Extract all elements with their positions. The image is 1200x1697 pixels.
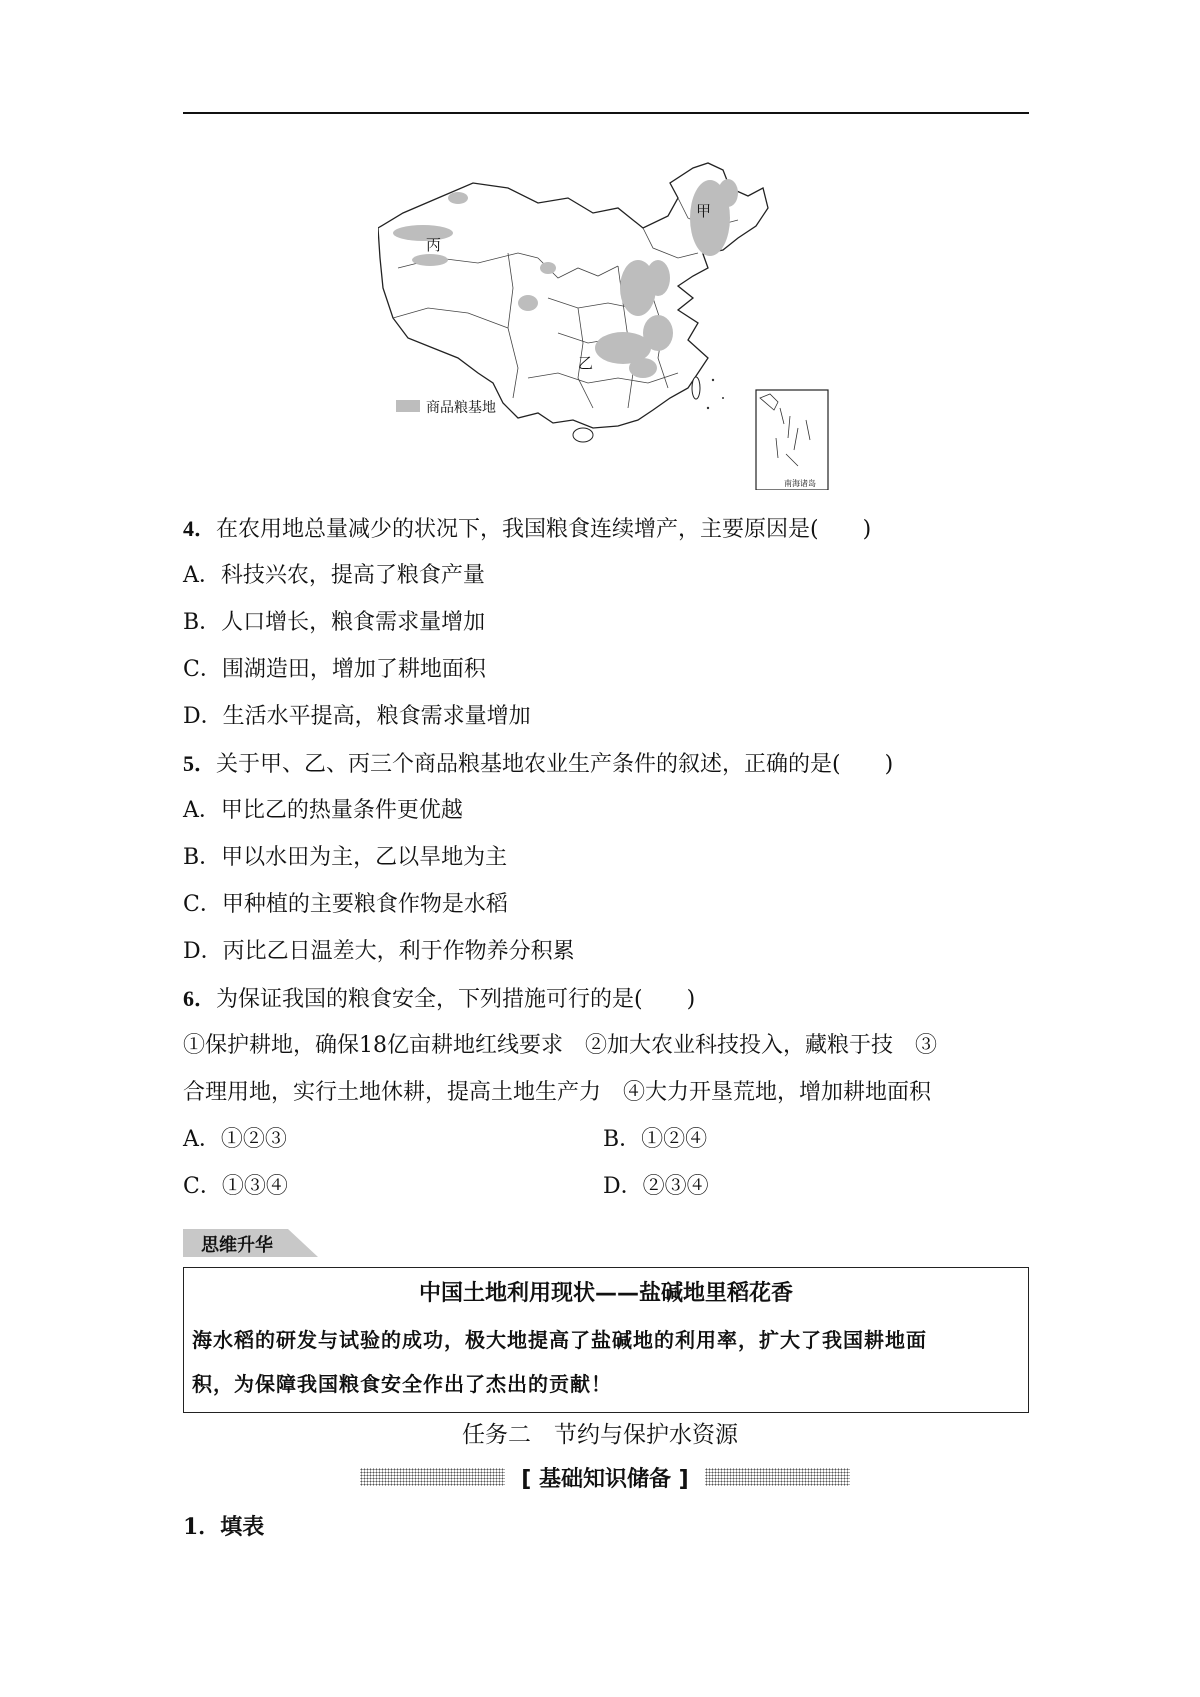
question-stem: 在农用地总量减少的状况下，我国粮食连续增产，主要原因是( ) — [216, 517, 872, 542]
option-4c[interactable]: C．围湖造田，增加了耕地面积 — [183, 657, 486, 682]
banner-dots-left — [360, 1468, 505, 1486]
question-stem: 为保证我国的粮食安全，下列措施可行的是( ) — [216, 987, 696, 1012]
question-number: 4 — [183, 516, 194, 541]
option-5c[interactable]: C．甲种植的主要粮食作物是水稻 — [183, 892, 508, 917]
box-body-line2: 积，为保障我国粮食安全作出了杰出的贡献！ — [192, 1372, 612, 1396]
option-6b[interactable]: B．①②④ — [603, 1127, 708, 1152]
option-5b[interactable]: B．甲以水田为主，乙以旱地为主 — [183, 845, 508, 870]
task-title: 任务二 节约与保护水资源 — [462, 1422, 738, 1448]
fill-heading: 1．填表 — [183, 1514, 265, 1540]
banner-label: [ 基础知识储备 ] — [521, 1467, 689, 1492]
box-body-line1: 海水稻的研发与试验的成功，极大地提高了盐碱地的利用率，扩大了我国耕地面 — [192, 1328, 927, 1352]
taiwan-island — [692, 377, 700, 399]
option-5d[interactable]: D．丙比乙日温差大，利于作物养分积累 — [183, 939, 575, 964]
question-number: 5 — [183, 751, 194, 776]
option-6a[interactable]: A．①②③ — [183, 1127, 287, 1152]
insight-box — [183, 1267, 1029, 1413]
hainan-island — [573, 428, 593, 442]
option-4a[interactable]: A．科技兴农，提高了粮食产量 — [183, 563, 485, 588]
header-rule — [183, 112, 1029, 114]
option-5a[interactable]: A．甲比乙的热量条件更优越 — [183, 798, 463, 823]
legend-swatch — [396, 400, 420, 412]
option-6d[interactable]: D．②③④ — [603, 1174, 709, 1199]
question-number: 6 — [183, 986, 194, 1011]
china-map-figure — [378, 158, 848, 490]
question-6-statements-line1: ①保护耕地，确保18亿亩耕地红线要求 ②加大农业科技投入，藏粮于技 ③ — [183, 1033, 937, 1058]
inset-label: 南海诸岛 — [784, 479, 816, 488]
question-6: 6．为保证我国的粮食安全，下列措施可行的是( ) — [183, 986, 696, 1012]
grain-base-xinjiang-north — [393, 225, 453, 241]
section-tag — [183, 1229, 318, 1257]
question-stem: 关于甲、乙、丙三个商品粮基地农业生产条件的叙述，正确的是( ) — [216, 752, 894, 777]
label-yi: 乙 — [578, 354, 594, 372]
question-4: 4．在农用地总量减少的状况下，我国粮食连续增产，主要原因是( ) — [183, 516, 872, 542]
label-jia: 甲 — [696, 202, 712, 220]
banner-dots-right — [705, 1468, 850, 1486]
question-6-statements-line2: 合理用地，实行土地休耕，提高土地生产力 ④大力开垦荒地，增加耕地面积 — [183, 1080, 932, 1105]
option-4b[interactable]: B．人口增长，粮食需求量增加 — [183, 610, 486, 635]
legend-label: 商品粮基地 — [426, 400, 496, 416]
box-body — [192, 1318, 1020, 1406]
section-tag-label: 思维升华 — [201, 1235, 273, 1256]
grain-base-xinjiang-south — [412, 254, 448, 266]
label-bing: 丙 — [426, 236, 442, 254]
knowledge-banner — [360, 1462, 850, 1492]
option-4d[interactable]: D．生活水平提高，粮食需求量增加 — [183, 704, 531, 729]
box-title: 中国土地利用现状——盐碱地里稻花香 — [418, 1281, 793, 1306]
south-china-sea-inset — [756, 390, 828, 490]
question-5: 5．关于甲、乙、丙三个商品粮基地农业生产条件的叙述，正确的是( ) — [183, 751, 894, 777]
option-6c[interactable]: C．①③④ — [183, 1174, 288, 1199]
